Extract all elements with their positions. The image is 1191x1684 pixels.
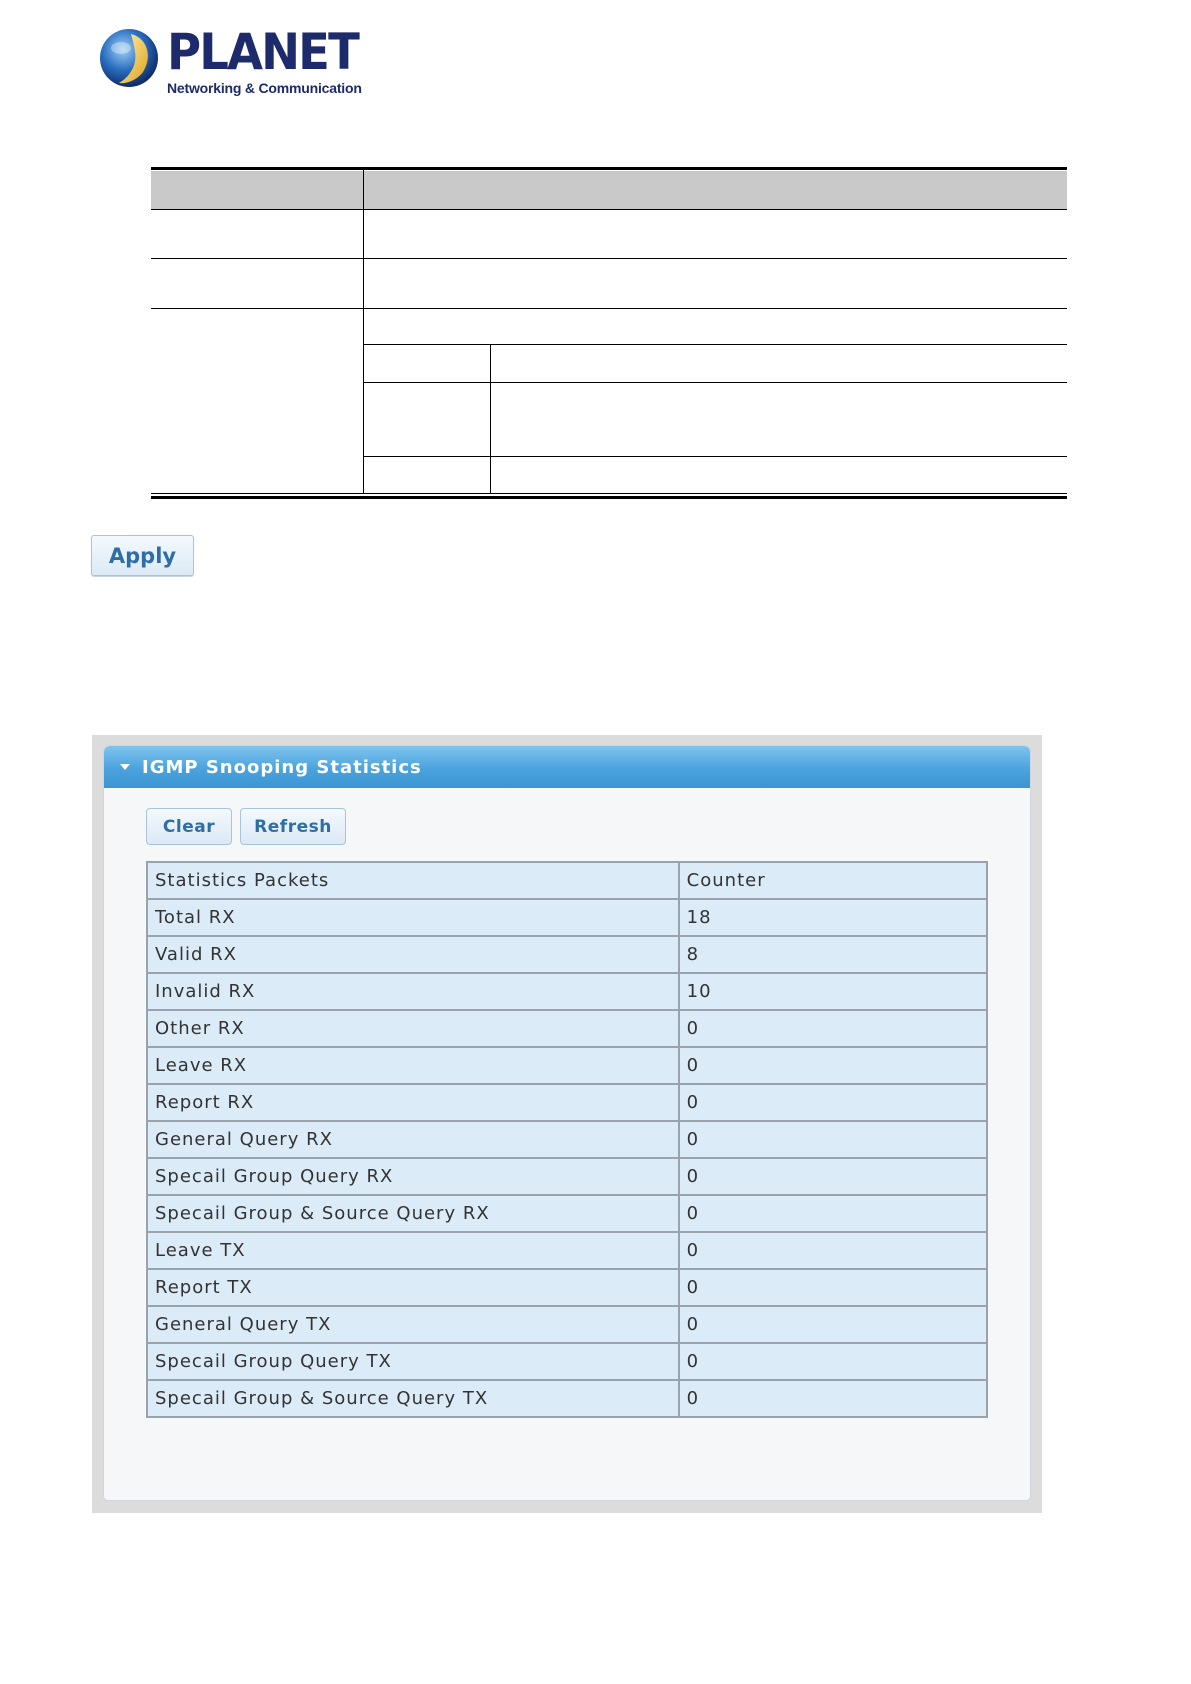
table-row — [147, 936, 987, 973]
description-table-header — [151, 171, 1067, 209]
counter-cell: 10 — [679, 973, 987, 1010]
table-row — [147, 1232, 987, 1269]
igmp-statistics-panel — [104, 746, 1030, 1500]
sub-row-divider — [363, 382, 1067, 383]
table-row — [147, 1306, 987, 1343]
top-rule — [151, 167, 1067, 170]
table-row — [147, 1158, 987, 1195]
sub-row-divider — [363, 344, 1067, 345]
panel-header[interactable] — [104, 746, 1030, 788]
packet-type-cell: Invalid RX — [147, 973, 679, 1010]
counter-cell: 0 — [679, 1343, 987, 1380]
sub-column-divider — [490, 344, 491, 493]
counter-cell: 0 — [679, 1380, 987, 1417]
table-row — [147, 899, 987, 936]
table-row — [147, 1121, 987, 1158]
packet-type-cell: Report RX — [147, 1084, 679, 1121]
packet-type-cell: Specail Group Query RX — [147, 1158, 679, 1195]
description-table — [151, 167, 1067, 501]
statistics-table — [146, 861, 988, 1418]
column-divider — [363, 170, 364, 493]
counter-cell: 0 — [679, 1084, 987, 1121]
packet-type-cell: Total RX — [147, 899, 679, 936]
brand-tagline: Networking & Communication — [167, 80, 362, 96]
table-row — [147, 973, 987, 1010]
counter-cell: 0 — [679, 1010, 987, 1047]
table-row — [147, 1084, 987, 1121]
panel-title: IGMP Snooping Statistics — [142, 756, 422, 778]
table-row — [147, 1269, 987, 1306]
packet-type-cell: General Query TX — [147, 1306, 679, 1343]
packet-type-cell: Specail Group & Source Query TX — [147, 1380, 679, 1417]
table-header-row — [147, 862, 987, 899]
refresh-button[interactable]: Refresh — [240, 808, 346, 845]
column-header-counter: Counter — [679, 862, 987, 899]
packet-type-cell: Leave RX — [147, 1047, 679, 1084]
column-header-packets: Statistics Packets — [147, 862, 679, 899]
packet-type-cell: Leave TX — [147, 1232, 679, 1269]
globe-logo-icon — [97, 26, 161, 90]
collapse-caret-icon[interactable] — [120, 764, 130, 770]
packet-type-cell: General Query RX — [147, 1121, 679, 1158]
bottom-rule — [151, 493, 1067, 494]
table-row — [147, 1010, 987, 1047]
packet-type-cell: Specail Group & Source Query RX — [147, 1195, 679, 1232]
apply-button[interactable]: Apply — [91, 535, 194, 576]
packet-type-cell: Other RX — [147, 1010, 679, 1047]
planet-logo — [97, 23, 362, 96]
counter-cell: 0 — [679, 1158, 987, 1195]
packet-type-cell: Report TX — [147, 1269, 679, 1306]
counter-cell: 0 — [679, 1269, 987, 1306]
table-row — [147, 1047, 987, 1084]
table-row — [147, 1195, 987, 1232]
bottom-rule — [151, 496, 1067, 499]
clear-button[interactable]: Clear — [146, 808, 232, 845]
packet-type-cell: Valid RX — [147, 936, 679, 973]
counter-cell: 0 — [679, 1121, 987, 1158]
table-row — [147, 1380, 987, 1417]
counter-cell: 8 — [679, 936, 987, 973]
row-divider — [151, 209, 1067, 210]
table-row — [147, 1343, 987, 1380]
counter-cell: 0 — [679, 1232, 987, 1269]
sub-row-divider — [363, 456, 1067, 457]
counter-cell: 18 — [679, 899, 987, 936]
brand-wordmark: PLANET — [167, 23, 358, 81]
counter-cell: 0 — [679, 1195, 987, 1232]
packet-type-cell: Specail Group Query TX — [147, 1343, 679, 1380]
counter-cell: 0 — [679, 1047, 987, 1084]
row-divider — [151, 258, 1067, 259]
counter-cell: 0 — [679, 1306, 987, 1343]
row-divider — [151, 308, 1067, 309]
